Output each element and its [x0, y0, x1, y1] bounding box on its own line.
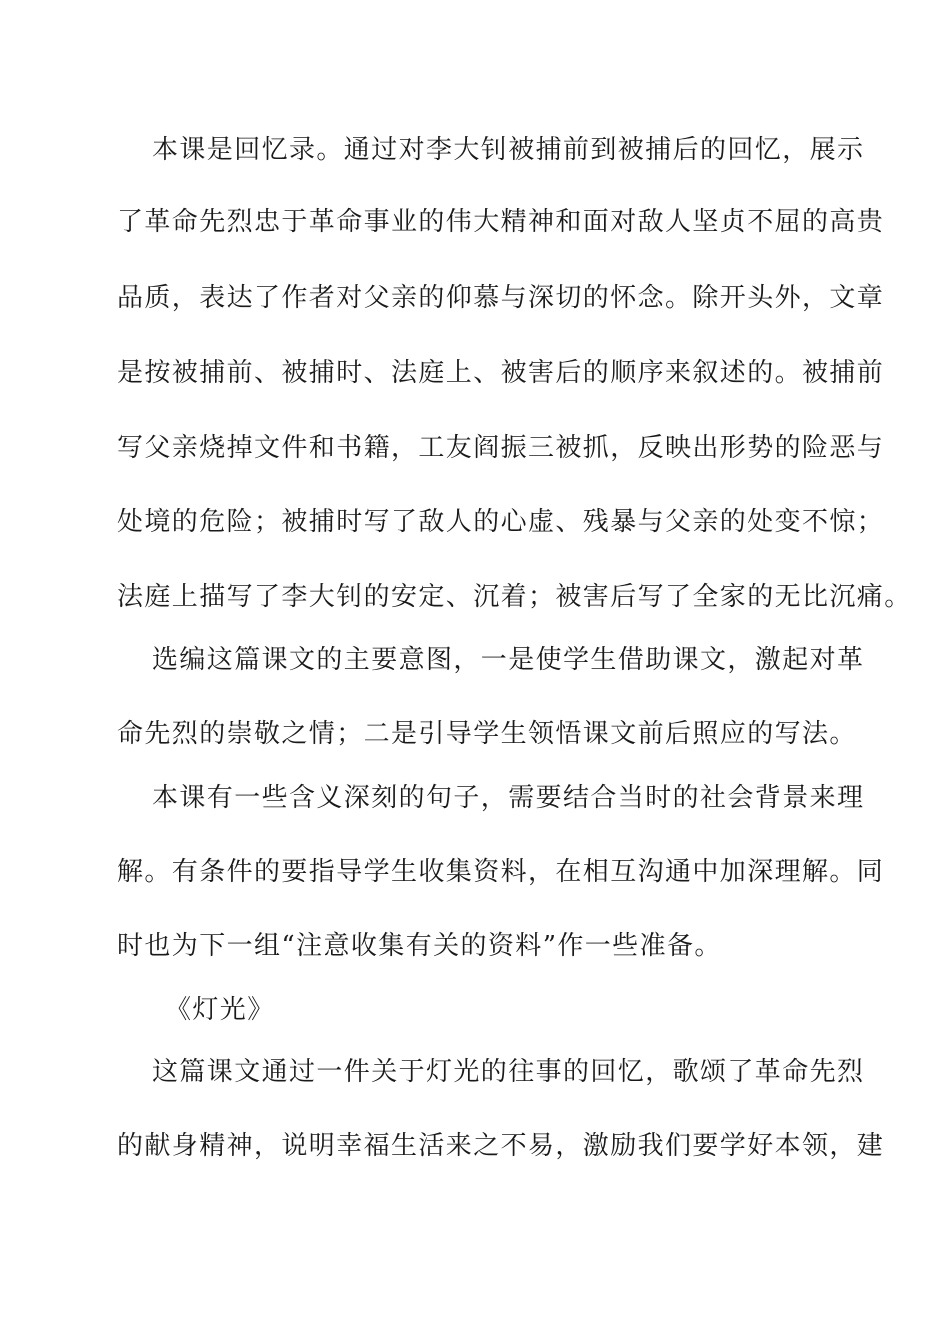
paragraph-4-line-1: 这篇课文通过一件关于灯光的往事的回忆，歌颂了革命先烈 [152, 1057, 865, 1087]
paragraph-3-line-3: 时也为下一组“注意收集有关的资料”作一些准备。 [117, 931, 722, 961]
paragraph-1-line-1: 本课是回忆录。通过对李大钊被捕前到被捕后的回忆，展示 [152, 135, 865, 165]
paragraph-3-line-2: 解。有条件的要指导学生收集资料，在相互沟通中加深理解。同 [117, 857, 885, 887]
paragraph-1-line-7: 法庭上描写了李大钊的安定、沉着；被害后写了全家的无比沉痛。 [117, 582, 912, 612]
paragraph-1-line-2: 了革命先烈忠于革命事业的伟大精神和面对敌人坚贞不屈的高贵 [117, 207, 885, 237]
paragraph-4-line-2: 的献身精神，说明幸福生活来之不易，激励我们要学好本领，建 [117, 1131, 885, 1161]
paragraph-3-line-1: 本课有一些含义深刻的句子，需要结合当时的社会背景来理 [152, 783, 865, 813]
paragraph-2-line-1: 选编这篇课文的主要意图，一是使学生借助课文，激起对革 [152, 645, 865, 675]
section-title: 《灯光》 [165, 995, 275, 1025]
paragraph-1-line-5: 写父亲烧掉文件和书籍，工友阎振三被抓，反映出形势的险恶与 [117, 433, 885, 463]
paragraph-1-line-6: 处境的危险；被捕时写了敌人的心虚、残暴与父亲的处变不惊； [117, 507, 885, 537]
paragraph-2-line-2: 命先烈的崇敬之情；二是引导学生领悟课文前后照应的写法。 [117, 719, 857, 749]
paragraph-1-line-4: 是按被捕前、被捕时、法庭上、被害后的顺序来叙述的。被捕前 [117, 358, 885, 388]
paragraph-1-line-3: 品质，表达了作者对父亲的仰慕与深切的怀念。除开头外，文章 [117, 283, 885, 313]
